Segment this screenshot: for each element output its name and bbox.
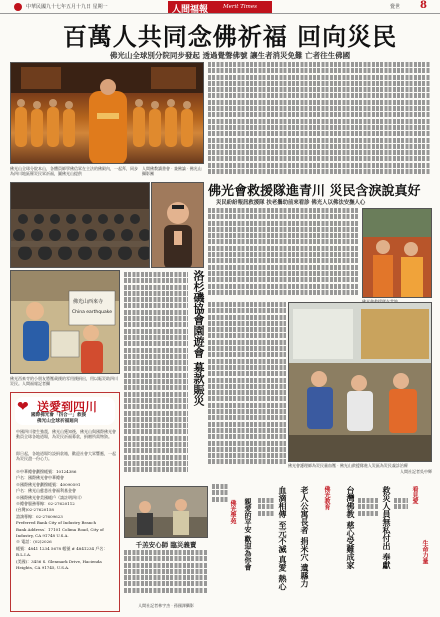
- ad-item: (台灣)02-27620158: [16, 507, 54, 513]
- story2-subtitle: 災民紛紛報訊救援隊 扶老攜幼前來看診 佛光人以佛法安撫人心: [216, 200, 366, 206]
- ad-header: [15, 397, 115, 425]
- photo-medical-aid: [288, 302, 432, 462]
- sidebar-title-2: 台灣佛教 慈心受難成家: [346, 486, 356, 569]
- ad-item: ※ 電話：(02)2026: [16, 539, 52, 545]
- masthead: [0, 0, 440, 14]
- sign-text-b: China earthquake: [72, 310, 112, 315]
- kids-illustration: [11, 271, 120, 374]
- ad-item: 諮詢專線：02-27609623: [16, 513, 63, 519]
- sidebar-body-b: [358, 498, 378, 610]
- ad-item: 帳號：4841 1234 5678 帳號 # 4841234 戶名：B.L.I.A.: [16, 545, 108, 558]
- crowd-illustration: [11, 183, 150, 268]
- bullet-icon: [14, 3, 22, 11]
- date-line: 中華民國九十七年五月十九日 星期一: [26, 4, 108, 10]
- photo-kids-donating: [10, 270, 120, 374]
- sidebar-title-4: 血滴相傳 至元不滅 真愛 熱心: [278, 486, 288, 591]
- sidebar-body-a: [258, 498, 274, 610]
- ad-item: ※國際佛光會劃撥帳號：40090591: [16, 481, 81, 487]
- logo-chinese: 人間福報: [172, 5, 209, 15]
- monks-illustration: [11, 63, 204, 164]
- medical-photo-credit: 人間社記者吳中輝: [400, 469, 432, 474]
- photo-rescue-team: [362, 208, 432, 298]
- ad-items: [16, 469, 116, 572]
- photo-crowd-praying: [10, 182, 150, 268]
- story3-title: 洛杉磯協會園遊會 募款賑災: [192, 270, 205, 406]
- photo-boy-praying: [151, 182, 204, 268]
- sale-body: [124, 550, 208, 600]
- main-subheadline: 佛光山全球別分院同步發起 透過覺聲佛號 讓生者消災免難 亡者往生佛國: [109, 51, 351, 60]
- page-number: 8: [420, 0, 427, 11]
- sidebar-title-5: 親愛的平安 歡迎為你會: [244, 498, 253, 571]
- story2-body: [208, 208, 358, 300]
- photo2-caption: 人間佛教讀書會 · 兼佛論 · 佛光山攝影團: [142, 166, 202, 176]
- boy-illustration: [152, 183, 204, 268]
- story2-body-lower: [208, 302, 286, 478]
- ad-item: ※國際佛光會美國帳戶（請註明四川）: [16, 494, 84, 500]
- ad-box-sichuan: [10, 392, 120, 612]
- ad-item: 戶名：國際佛光會中華總會: [16, 475, 64, 481]
- ad-subtitle-1: 國際佛光會「四合一」救援: [31, 413, 87, 418]
- sale-illustration: [125, 487, 208, 538]
- ad-item: ※總會服務專線：02-27620112: [16, 501, 75, 507]
- ad-body-1: 中國四川發生強震，佛光山獲知後，佛光山與國際佛光會動員全球各地道場，為災民祈福募款，捐贈所需物資。: [16, 429, 116, 440]
- photo-monks-praying: [10, 62, 204, 164]
- logo-english: Merit Times: [223, 4, 257, 10]
- ad-item: Bank Address：17101 Colima Road, City of Industry, CA 91748 U.S.A.: [16, 526, 104, 539]
- ad-item: 戶名：佛光山慈悲社會福利基金會: [16, 488, 76, 494]
- ad-item: (美國)：3456 S. Glenmark Drive, Hacienda Heights, CA 91745, U.S.A.: [16, 558, 102, 571]
- main-story-body: [208, 62, 430, 178]
- story2-title: 佛光會救援隊進青川 災民含淚說真好: [208, 184, 421, 199]
- logo: [168, 1, 272, 13]
- photo1-caption: 佛光山全球分院本山，各體員師學佛信眾在主法的佛殿內，一起拜，同步為四川地區罹災民眾祈福，圖佛光山提供: [10, 166, 138, 176]
- ad-title: 送愛到四川: [37, 400, 98, 414]
- medical-photo-caption: 佛光會護理師為災民量血壓 · 佛光山救援隊進入災區為災民義診治療: [288, 463, 408, 468]
- ad-body-2: 即日起，各地道場均設捐款箱，歡迎社會大眾響應，一起為災民盡一份心力。: [16, 451, 116, 462]
- sidebar-body-c: [394, 498, 408, 610]
- story3-body: [124, 272, 188, 482]
- sign-text-a: 佛光山西來寺: [73, 299, 104, 305]
- ad-item: ※中華總會劃撥帳號：10124386: [16, 469, 77, 474]
- ad-item: Preferred Bank City of Industry Branch: [16, 520, 97, 526]
- sidebar-tag-2: 佛光教育: [323, 486, 330, 510]
- rescue-illustration: [363, 209, 432, 298]
- photo3-caption: 佛光西來寺的小朋友將壓歲錢的零用錢捐出，用以賑災助四川災民。人間福報記者攝: [10, 376, 118, 386]
- medical-illustration: [289, 303, 432, 462]
- sidebar-tag-3: 佛光學苑: [229, 500, 236, 524]
- sidebar-tag-4: 生命力量: [421, 540, 428, 564]
- sale-credit: 人間社記者林宇杰 · 孫國澤攝影: [138, 603, 194, 608]
- heart-icon: ❤: [17, 399, 29, 415]
- section-label: 覺世: [390, 4, 401, 10]
- photo-charity-sale: [124, 486, 208, 538]
- ad-subtitle-2: 佛光山全球祈福迴向: [37, 419, 79, 424]
- sidebar-tag-1: 看見愛: [411, 486, 418, 504]
- sidebar-title-1: 救災人員無私付出 奉獻: [382, 486, 392, 569]
- sidebar-title-3: 老人公寓長者 捐米穴 遺縣力: [300, 486, 310, 588]
- main-headline: 百萬人共同念佛祈福 回向災民: [62, 22, 398, 51]
- sale-caption: 千羔安心師 臨災義賣: [135, 541, 197, 549]
- mini-body-1: [212, 484, 228, 612]
